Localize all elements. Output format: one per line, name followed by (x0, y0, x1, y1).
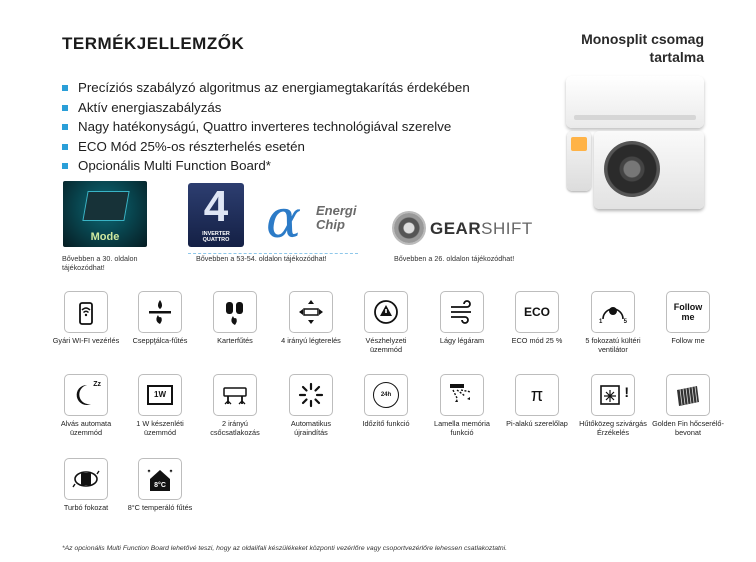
package-title: Monosplit csomag tartalma (581, 31, 704, 65)
energi-chip-logo: α Energi Chip (266, 190, 357, 250)
louver-memory-icon (447, 380, 477, 410)
eco-mode-icon: ECO (515, 291, 559, 333)
follow-me-icon: Follow me (666, 291, 710, 333)
feature-sleep: Zz Alvás automata üzemmód (49, 374, 123, 437)
indoor-unit-image (566, 76, 704, 128)
feature-refrigerant-leak: ! Hűtőközeg szivárgás Érzékelés (576, 374, 650, 437)
feature-auto-restart: Automatikus újraindítás (274, 374, 348, 437)
eco-mode-chip-logo (63, 181, 147, 247)
drip-tray-heating-icon (145, 297, 175, 327)
feature-2way-piping: 2 irányú csőcsatlakozás (198, 374, 272, 437)
feature-pi-flap: π Pi-alakú szerelőlap (500, 374, 574, 429)
reference-divider (188, 253, 358, 254)
page-title: TERMÉKJELLEMZŐK (62, 34, 245, 53)
bullet-icon (62, 105, 68, 111)
gear-icon (394, 213, 424, 243)
feature-item: Precíziós szabályzó algoritmus az energiamegtakarítás érdekében (62, 78, 470, 98)
feature-fan-speed: 1 5 5 fokozatú kültéri ventilátor (576, 291, 650, 354)
reference-note: Bővebben a 26. oldalon tájékozódhat! (394, 254, 515, 263)
footnote: *Az opcionális Multi Function Board lehetővé teszi, hogy az oldalifali készülékeket központi vezérlőre vagy csoportvezérlőre lehessen csatlakoztatni. (62, 545, 508, 552)
bullet-icon (62, 163, 68, 169)
bullet-icon (62, 85, 68, 91)
feature-compressor: Karterfűtés (198, 291, 272, 346)
two-way-piping-icon (220, 380, 250, 410)
golden-fin-icon (673, 380, 703, 410)
bullet-icon (62, 144, 68, 150)
eco-mode-logo-text: Mode (90, 231, 120, 243)
feature-eco: ECO ECO mód 25 % (500, 291, 574, 346)
feature-item: Aktív energiaszabályzás (62, 98, 470, 118)
wifi-phone-icon (71, 297, 101, 327)
outdoor-unit-image (594, 131, 704, 209)
standby-1w-icon: 1W (138, 374, 182, 416)
inverter-quattro-logo: 4 INVERTER QUATTRO (188, 183, 244, 247)
feature-list (62, 78, 470, 176)
feature-follow-me: Follow me Follow me (651, 291, 725, 346)
timer-icon: 24h (364, 374, 408, 416)
feature-timer: 24h Időzítő funkció (349, 374, 423, 429)
feature-wifi: Gyári WI-FI vezérlés (49, 291, 123, 346)
pi-flap-icon: π (515, 374, 559, 416)
fan-icon (604, 141, 660, 197)
feature-soft-airflow: Lágy légáram (425, 291, 499, 346)
reference-note: Bővebben a 30. oldalon tájékozódhat! (62, 254, 138, 272)
turbo-icon (71, 464, 101, 494)
emergency-mode-icon (371, 297, 401, 327)
gearshift-logo: GEARSHIFT (394, 210, 544, 250)
feature-standby: 1W 1 W készenléti üzemmód (123, 374, 197, 437)
feature-golden-fin: Golden Fin hőcserélő-bevonat (651, 374, 725, 437)
feature-item: Nagy hatékonyságú, Quattro inverteres technológiával szerelve (62, 117, 470, 137)
auto-restart-icon (296, 380, 326, 410)
feature-louver-memory: Lamella memória funkció (425, 374, 499, 437)
feature-4way-airflow: 4 irányú légterelés (274, 291, 348, 346)
reference-note: Bővebben a 53-54. oldalon tájékozódhat! (196, 254, 327, 263)
bullet-icon (62, 124, 68, 130)
feature-turbo: Turbó fokozat (49, 458, 123, 513)
feature-item: Opcionális Multi Function Board* (62, 156, 470, 176)
soft-airflow-icon (447, 297, 477, 327)
feature-emergency: Vészhelyzeti üzemmód (349, 291, 423, 354)
feature-8c-heating: 8°C 8°C temperáló fűtés (123, 458, 197, 513)
four-way-airflow-icon (296, 297, 326, 327)
feature-item: ECO Mód 25%-os részterhelés esetén (62, 137, 470, 157)
feature-drip-tray: Cseppţálca-fűtés (123, 291, 197, 346)
compressor-heating-icon (220, 297, 250, 327)
remote-control-image (567, 131, 591, 191)
